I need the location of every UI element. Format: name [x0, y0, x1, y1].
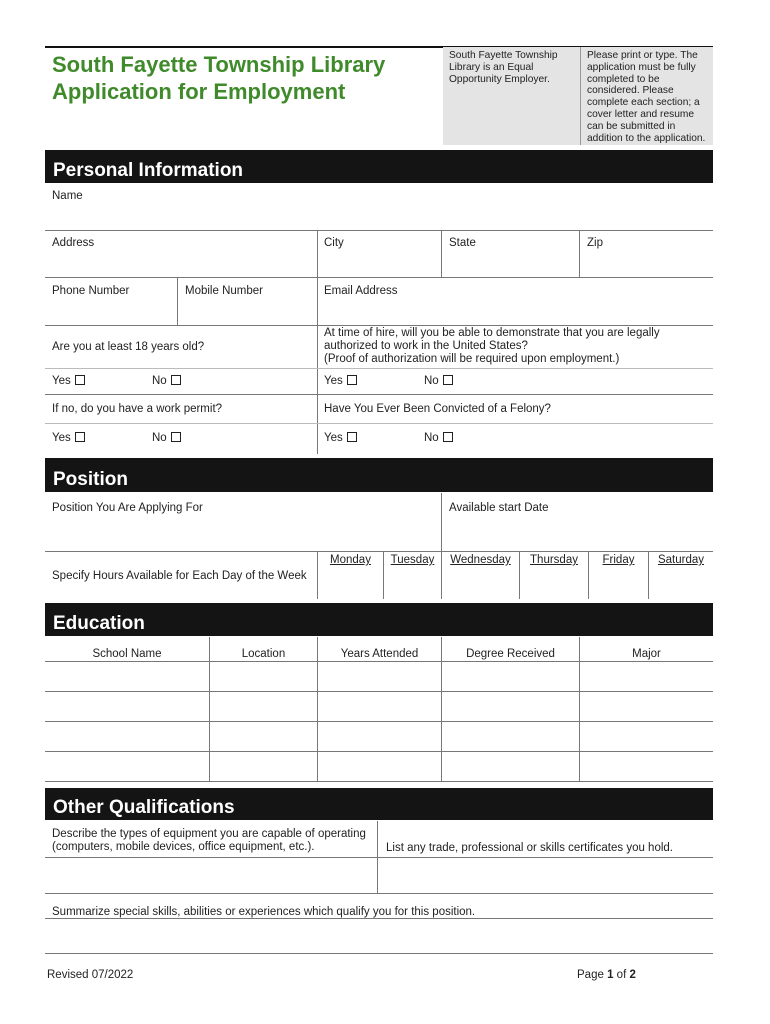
personal-heading: Personal Information [53, 160, 244, 181]
mobile-label: Mobile Number [185, 285, 263, 297]
qualifications-heading: Other Qualifications [53, 797, 235, 818]
rule [45, 423, 713, 424]
age-no-option[interactable] [152, 375, 181, 388]
col-years-attended: Years Attended [340, 648, 419, 660]
start-date-field[interactable] [442, 493, 713, 551]
work-authorization-note: (Proof of authorization will be required upon employment.) [324, 353, 620, 365]
col-location: Location [241, 648, 286, 660]
address-label: Address [52, 237, 95, 249]
rule [45, 781, 713, 782]
hours-friday-field[interactable] [589, 568, 648, 599]
state-field[interactable] [442, 231, 579, 277]
skills-field[interactable] [45, 919, 713, 953]
header-notes-divider [580, 47, 581, 145]
zip-field[interactable] [580, 231, 713, 277]
hours-saturday-field[interactable] [649, 568, 713, 599]
city-label: City [324, 237, 344, 249]
yes-label: Yes [324, 432, 343, 444]
page-of: of [616, 969, 627, 981]
education-row[interactable] [45, 722, 713, 751]
equipment-field[interactable] [45, 858, 377, 893]
education-row[interactable] [45, 752, 713, 781]
page-current: 1 [607, 969, 614, 981]
no-label: No [152, 432, 167, 444]
yes-label: Yes [52, 375, 71, 387]
education-row[interactable] [45, 692, 713, 721]
yes-label: Yes [324, 375, 343, 387]
email-field[interactable] [318, 278, 713, 324]
position-field[interactable] [45, 493, 441, 551]
divider [579, 231, 580, 277]
permit-no-checkbox[interactable] [171, 432, 181, 442]
felony-no-checkbox[interactable] [443, 432, 453, 442]
felony-no-option[interactable] [424, 432, 453, 445]
rule [45, 368, 713, 369]
page-title-line-1: South Fayette Township Library [52, 52, 386, 77]
zip-label: Zip [587, 237, 603, 249]
page-word: Page [577, 969, 604, 981]
position-applying-label: Position You Are Applying For [52, 502, 203, 514]
certificates-label: List any trade, professional or skills certificates you hold. [386, 842, 673, 854]
day-tuesday: Tuesday [390, 554, 435, 566]
day-saturday: Saturday [657, 554, 705, 566]
page-total: 2 [629, 969, 636, 981]
yes-label: Yes [52, 432, 71, 444]
certificates-field[interactable] [378, 858, 713, 893]
start-date-label: Available start Date [449, 502, 549, 514]
divider [177, 278, 178, 325]
phone-field[interactable] [45, 278, 177, 324]
divider [317, 424, 318, 454]
page-title-line-2: Application for Employment [52, 79, 346, 104]
city-field[interactable] [318, 231, 441, 277]
state-label: State [449, 237, 476, 249]
hours-monday-field[interactable] [318, 568, 383, 599]
page-indicator [577, 969, 636, 981]
divider [317, 231, 318, 277]
day-friday: Friday [602, 554, 635, 566]
col-degree-received: Degree Received [466, 648, 555, 660]
education-section-bar [45, 603, 713, 636]
phone-label: Phone Number [52, 285, 130, 297]
col-major: Major [632, 648, 661, 660]
qualifications-section-bar [45, 788, 713, 820]
age-yes-checkbox[interactable] [75, 375, 85, 385]
no-label: No [424, 432, 439, 444]
age-no-checkbox[interactable] [171, 375, 181, 385]
age-question: Are you at least 18 years old? [52, 341, 205, 353]
day-thursday: Thursday [530, 554, 578, 566]
age-yes-option[interactable] [52, 375, 85, 388]
day-wednesday: Wednesday [450, 554, 511, 566]
col-school-name: School Name [92, 648, 162, 660]
no-label: No [152, 375, 167, 387]
auth-no-checkbox[interactable] [443, 375, 453, 385]
education-row[interactable] [45, 662, 713, 691]
email-label: Email Address [324, 285, 398, 297]
rule [45, 325, 713, 326]
work-permit-question: If no, do you have a work permit? [52, 403, 223, 415]
auth-no-option[interactable] [424, 375, 453, 388]
rule [45, 551, 713, 552]
day-monday: Monday [330, 554, 371, 566]
hours-wednesday-field[interactable] [442, 568, 519, 599]
work-authorization-question: At time of hire, will you be able to demonstrate that you are legally authorized to work in the United States? [324, 327, 660, 352]
mobile-field[interactable] [178, 278, 317, 324]
felony-question: Have You Ever Been Convicted of a Felony? [324, 403, 551, 415]
position-section-bar [45, 458, 713, 492]
divider [441, 231, 442, 277]
rule [45, 394, 713, 395]
no-label: No [424, 375, 439, 387]
divider [317, 278, 318, 325]
permit-no-option[interactable] [152, 432, 181, 445]
rule [45, 953, 713, 954]
felony-yes-checkbox[interactable] [347, 432, 357, 442]
address-field[interactable] [45, 231, 317, 277]
divider [317, 369, 318, 394]
name-label: Name [52, 190, 83, 202]
auth-yes-checkbox[interactable] [347, 375, 357, 385]
revised-date: Revised 07/2022 [47, 969, 134, 981]
name-field[interactable] [45, 184, 713, 230]
permit-yes-checkbox[interactable] [75, 432, 85, 442]
skills-label: Summarize special skills, abilities or experiences which qualify you for this position. [52, 906, 476, 918]
hours-label: Specify Hours Available for Each Day of the Week [52, 570, 307, 582]
divider [317, 326, 318, 368]
divider [317, 395, 318, 423]
hours-tuesday-field[interactable] [384, 568, 441, 599]
auth-yes-option[interactable] [324, 375, 357, 388]
eeo-note: South Fayette Township Library is an Equal Opportunity Employer. [449, 50, 558, 85]
rule [45, 893, 713, 894]
equipment-label: Describe the types of equipment you are capable of operating (computers, mobile devices, office equipment, etc.). [52, 828, 366, 853]
education-heading: Education [53, 613, 145, 634]
personal-section-bar [45, 150, 713, 183]
permit-yes-option[interactable] [52, 432, 85, 445]
instructions-note: Please print or type. The application must be fully completed to be considered. Please complete each section; a cover letter and resume can be submitted in addition to the application. [587, 50, 706, 144]
felony-yes-option[interactable] [324, 432, 357, 445]
position-heading: Position [53, 469, 128, 490]
hours-thursday-field[interactable] [520, 568, 588, 599]
